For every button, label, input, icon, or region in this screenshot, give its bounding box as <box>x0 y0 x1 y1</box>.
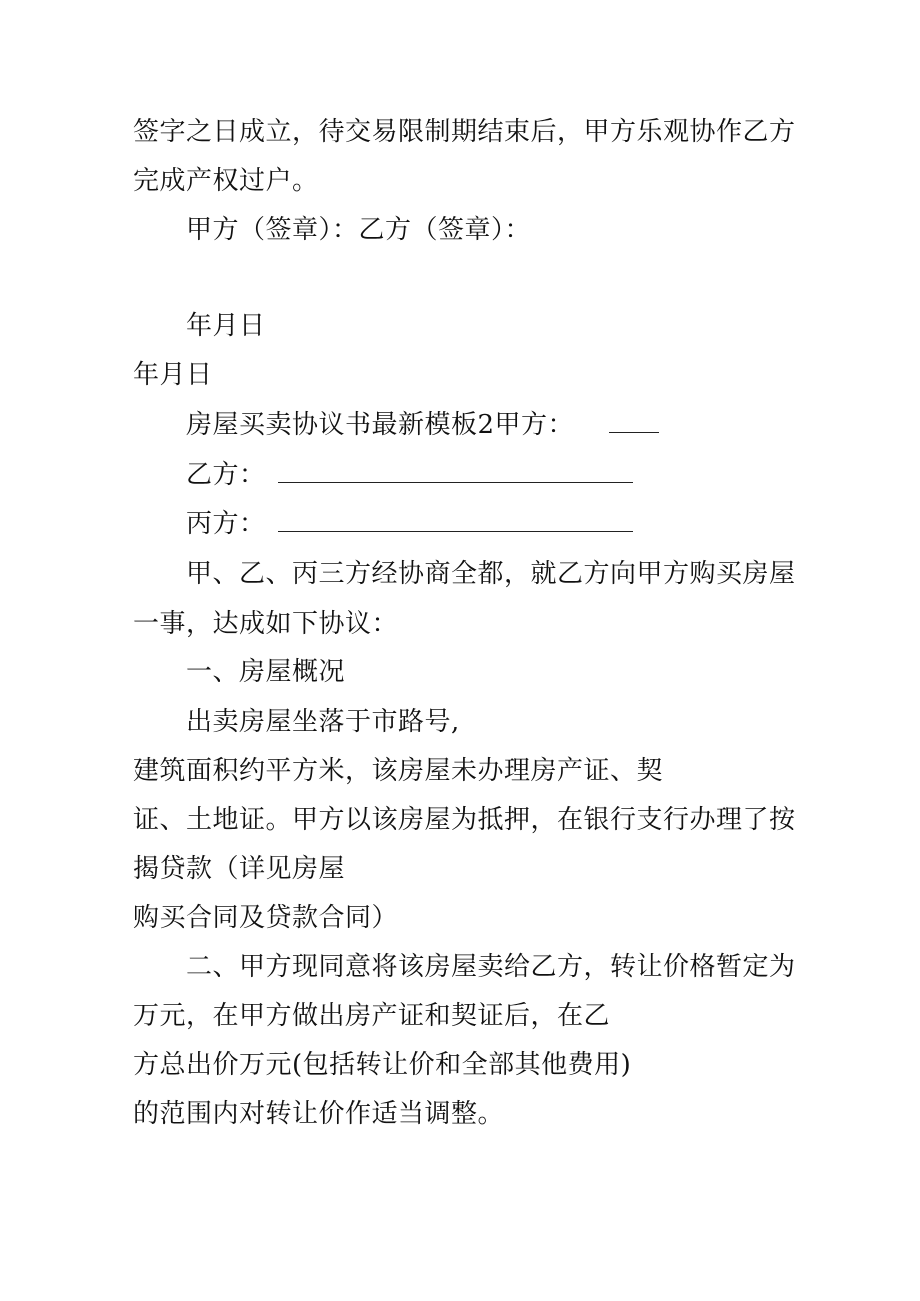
text-line: 出卖房屋坐落于市路号, <box>186 707 460 737</box>
date-line: 年月日 <box>133 360 213 390</box>
text-line: 签字之日成立，待交易限制期结束后，甲方乐观协作乙方 <box>133 117 796 147</box>
signature-line: 甲方（签章）：乙方（签章）： <box>186 215 532 245</box>
text-line: 证、土地证。甲方以该房屋为抵押，在银行支行办理了按 <box>133 805 796 835</box>
party-c-line <box>186 508 633 540</box>
date-line: 年月日 <box>186 311 266 341</box>
party-c-label: 丙方： <box>186 509 266 539</box>
text-line: 购买合同及贷款合同） <box>133 903 399 933</box>
party-a-line <box>186 409 659 441</box>
text-line: 甲、乙、丙三方经协商全都，就乙方向甲方购买房屋 <box>186 559 796 589</box>
text-line: 方总出价万元(包括转让价和全部其他费用) <box>133 1050 632 1080</box>
party-b-line <box>186 459 633 491</box>
text-line: 完成产权过户。 <box>133 166 319 196</box>
text-line: 一事，达成如下协议： <box>133 609 399 639</box>
party-b-blank <box>278 460 633 483</box>
party-a-blank <box>609 410 659 433</box>
heading-text: 房屋买卖协议书最新模板2甲方： <box>186 410 575 440</box>
text-line: 的范围内对转让价作适当调整。 <box>133 1099 505 1129</box>
text-line: 揭贷款（详见房屋 <box>133 854 346 884</box>
party-c-blank <box>278 509 633 532</box>
text-line: 二、甲方现同意将该房屋卖给乙方，转让价格暂定为 <box>186 952 796 982</box>
party-b-label: 乙方： <box>186 460 266 490</box>
text-line: 建筑面积约平方米，该房屋未办理房产证、契 <box>133 756 664 786</box>
section-heading: 一、房屋概况 <box>186 657 346 687</box>
text-line: 万元，在甲方做出房产证和契证后，在乙 <box>133 1001 611 1031</box>
